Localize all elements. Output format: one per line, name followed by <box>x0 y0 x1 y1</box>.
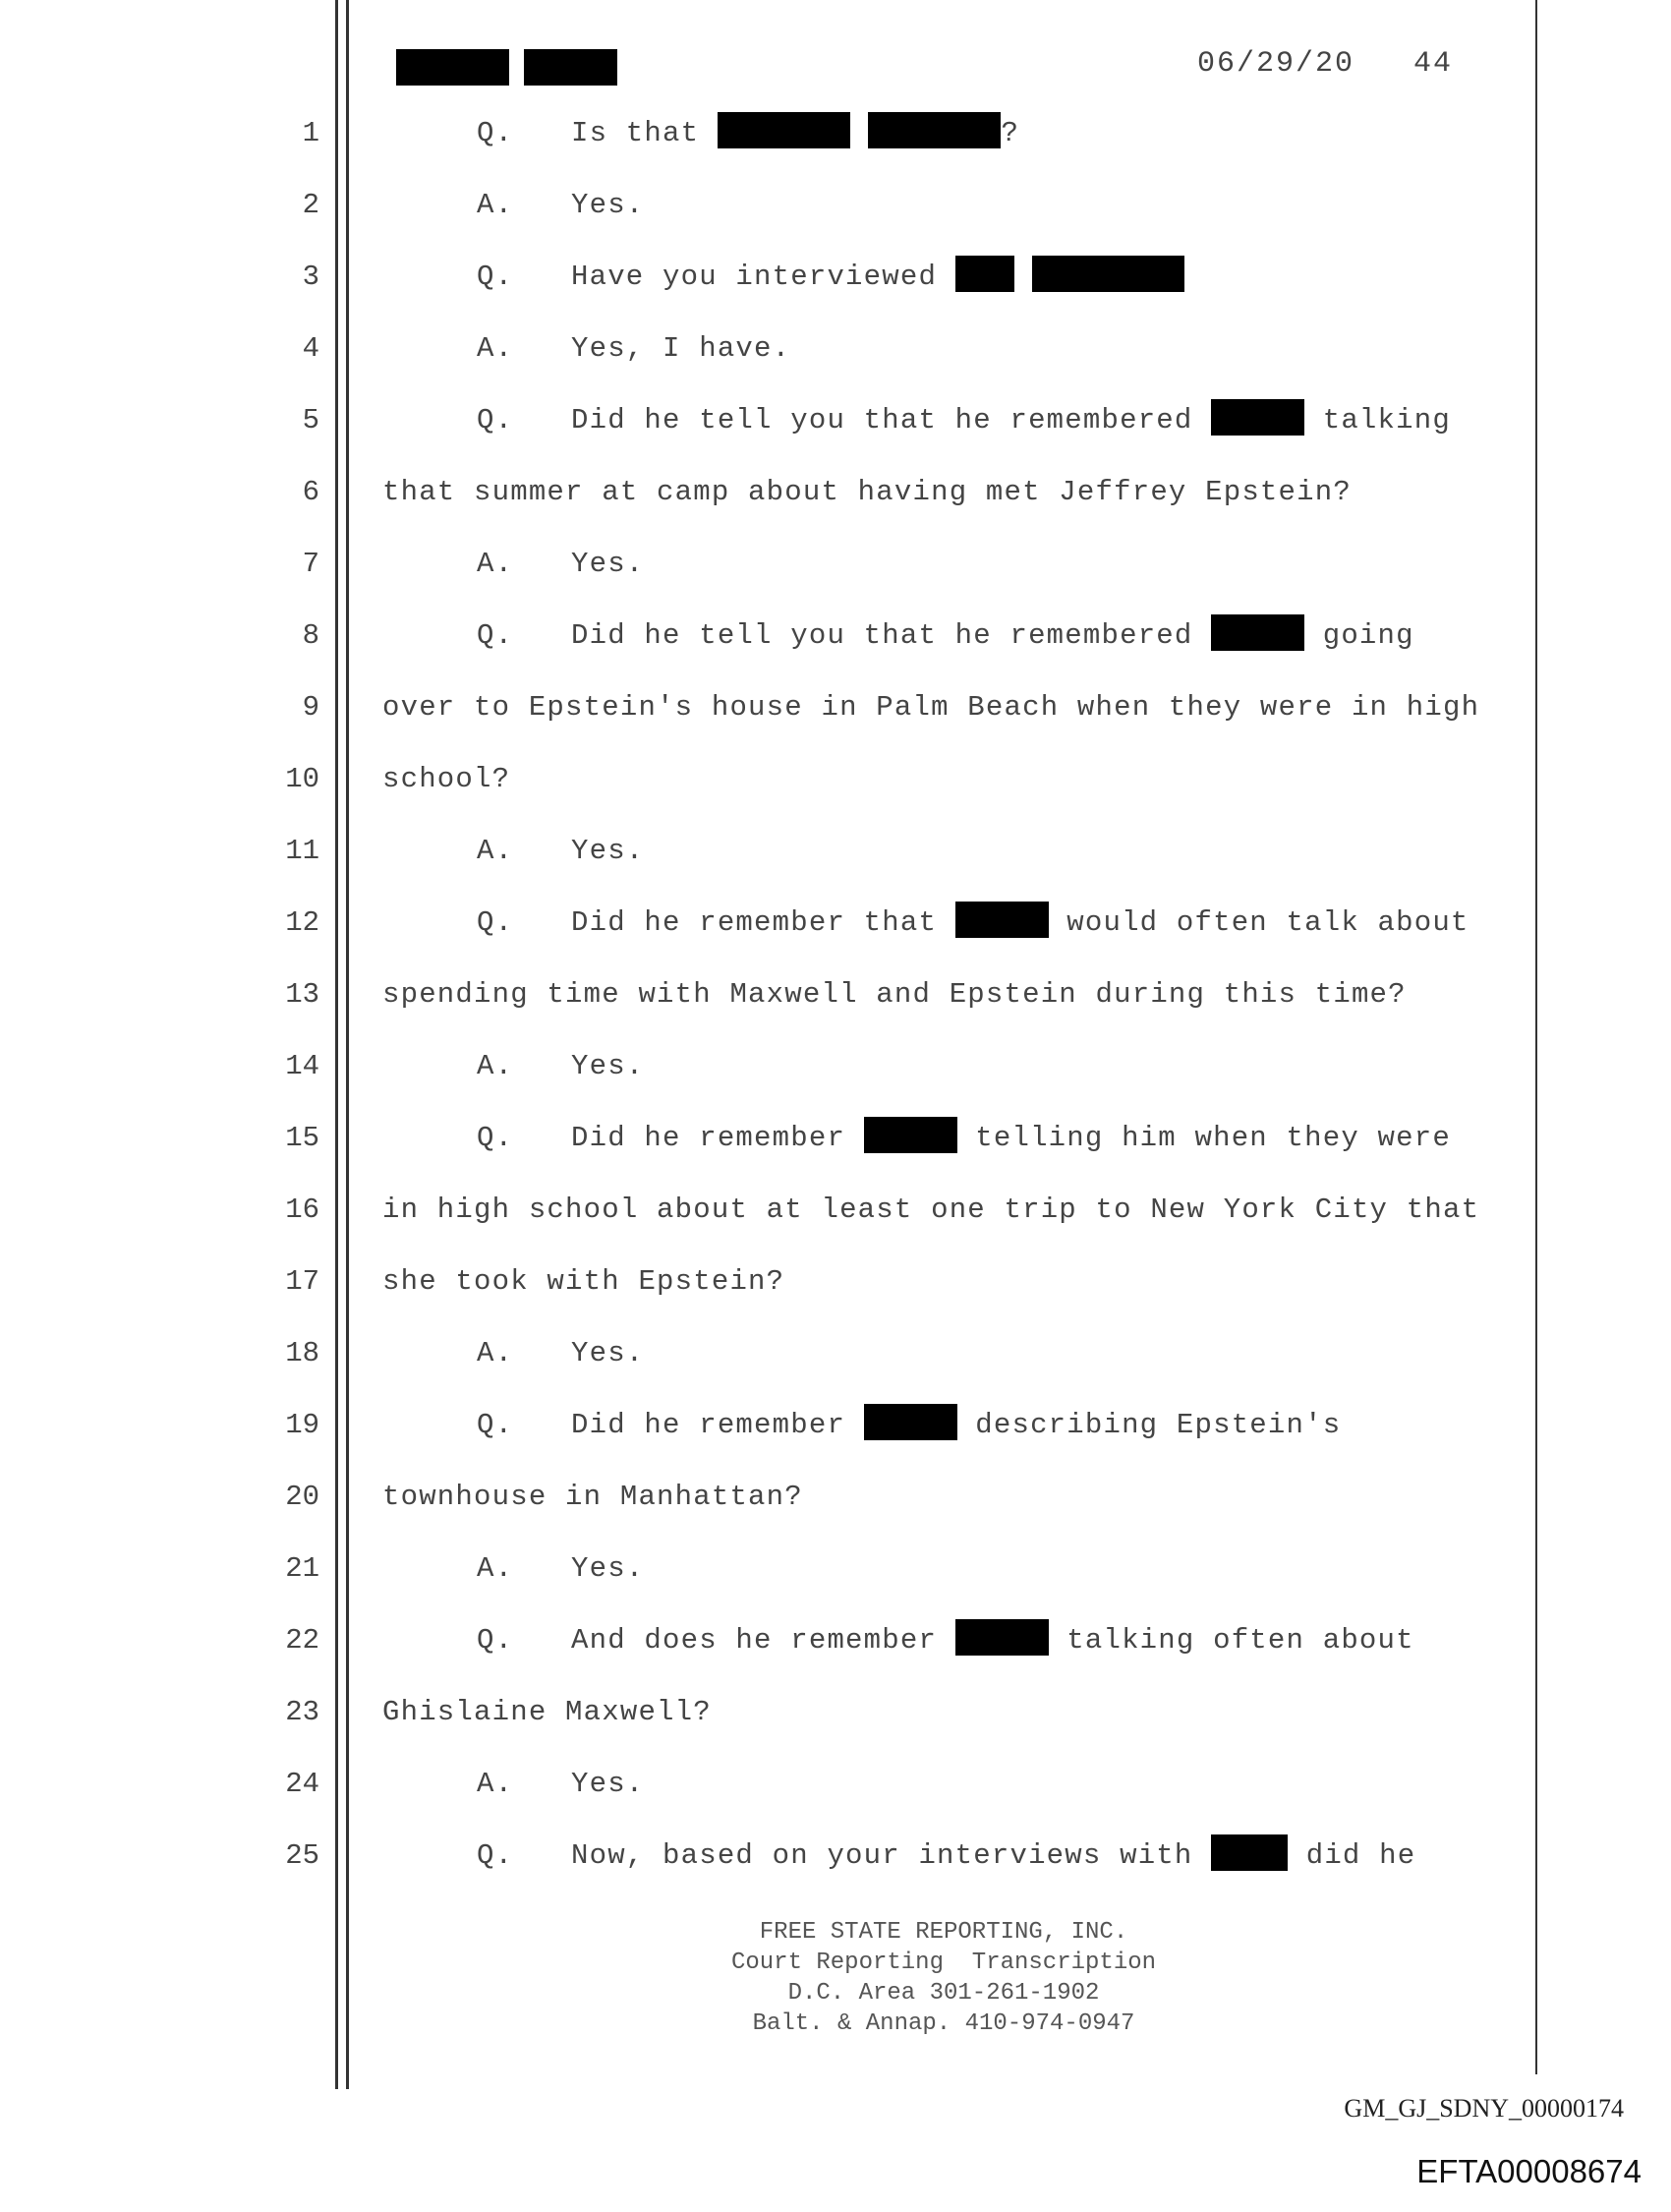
line-text <box>382 973 1407 1017</box>
transcript-line <box>0 1763 1671 1834</box>
redaction-block <box>1032 256 1184 292</box>
bates-number: GM_GJ_SDNY_00000174 <box>1344 2094 1624 2123</box>
line-number: 2 <box>302 189 319 221</box>
line-segment: school? <box>382 763 511 795</box>
footer-phone-dc: D.C. Area 301-261-1902 <box>787 1980 1100 2007</box>
line-text <box>382 1260 784 1304</box>
line-number: 1 <box>302 117 319 149</box>
line-number: 15 <box>285 1122 319 1154</box>
transcript-line <box>0 399 1671 471</box>
line-text <box>477 902 1469 945</box>
transcript-line <box>0 471 1671 543</box>
line-segment: Did he tell you that he remembered <box>571 619 1212 652</box>
transcript-line <box>0 1117 1671 1189</box>
qa-marker: Q. <box>477 1122 514 1154</box>
transcript-line <box>0 184 1671 256</box>
header-date: 06/29/20 <box>1196 47 1354 81</box>
redaction-block <box>955 1619 1049 1656</box>
footer-company: FREE STATE REPORTING, INC. <box>759 1919 1128 1946</box>
line-text <box>477 112 1019 155</box>
line-text <box>477 327 790 371</box>
line-segment: Did he remember that <box>571 906 955 939</box>
line-text <box>477 543 644 586</box>
line-segment: she took with Epstein? <box>382 1265 785 1298</box>
transcript-line <box>0 902 1671 973</box>
transcript-line <box>0 543 1671 614</box>
line-segment: Yes. <box>571 189 645 221</box>
line-number: 5 <box>302 404 319 437</box>
transcript-line <box>0 256 1671 327</box>
qa-marker: A. <box>477 332 514 365</box>
redaction-block <box>396 49 509 86</box>
line-segment: Yes. <box>571 1050 645 1082</box>
line-segment: over to Epstein's house in Palm Beach when they were in high <box>382 691 1480 724</box>
redaction-block <box>1211 614 1304 651</box>
line-number: 9 <box>302 691 319 724</box>
line-number: 18 <box>285 1337 319 1369</box>
transcript-line <box>0 614 1671 686</box>
line-segment: Did he tell you that he remembered <box>571 404 1212 437</box>
line-text <box>477 1547 644 1591</box>
transcript-line <box>0 112 1671 184</box>
line-text <box>477 1045 644 1088</box>
transcript-line <box>0 1619 1671 1691</box>
redaction-block <box>955 256 1014 292</box>
line-number: 10 <box>285 763 319 795</box>
qa-marker: A. <box>477 189 514 221</box>
transcript-line <box>0 1691 1671 1763</box>
line-segment: would often talk about <box>1048 906 1469 939</box>
line-number: 20 <box>285 1481 319 1513</box>
redaction-block <box>868 112 1001 148</box>
qa-marker: Q. <box>477 1409 514 1441</box>
line-number: 8 <box>302 619 319 652</box>
redaction-block <box>864 1404 957 1440</box>
line-number: 22 <box>285 1624 319 1657</box>
line-segment: Is that <box>571 117 718 149</box>
qa-marker: A. <box>477 548 514 580</box>
line-text <box>477 1404 1341 1447</box>
line-segment: describing Epstein's <box>956 1409 1342 1441</box>
page-number: 44 <box>1412 47 1453 81</box>
line-text <box>382 758 510 801</box>
qa-marker: Q. <box>477 906 514 939</box>
transcript-line <box>0 1189 1671 1260</box>
line-segment: Yes. <box>571 1768 645 1800</box>
transcript-line <box>0 1834 1671 1906</box>
line-text <box>477 830 644 873</box>
redaction-block <box>1211 399 1304 436</box>
transcript-line <box>0 327 1671 399</box>
line-text <box>477 614 1414 658</box>
line-text <box>477 256 1184 299</box>
line-number: 13 <box>285 978 319 1011</box>
transcript-line <box>0 1547 1671 1619</box>
line-number: 21 <box>285 1552 319 1585</box>
transcript-line <box>0 1260 1671 1332</box>
qa-marker: Q. <box>477 261 514 293</box>
redaction-block <box>1211 1834 1288 1871</box>
line-text <box>477 1332 644 1375</box>
line-text <box>382 1476 803 1519</box>
line-number: 16 <box>285 1193 319 1226</box>
line-segment: in high school about at least one trip to New York City that <box>382 1193 1480 1226</box>
line-segment: Did he remember <box>571 1409 864 1441</box>
line-text <box>382 686 1479 729</box>
qa-marker: A. <box>477 1768 514 1800</box>
qa-marker: Q. <box>477 1839 514 1872</box>
transcript-line <box>0 1332 1671 1404</box>
line-text <box>477 399 1451 442</box>
line-number: 14 <box>285 1050 319 1082</box>
line-segment: spending time with Maxwell and Epstein during this time? <box>382 978 1407 1011</box>
qa-marker: Q. <box>477 117 514 149</box>
line-text <box>477 184 644 227</box>
line-text <box>382 1691 712 1734</box>
line-segment: Yes. <box>571 835 645 867</box>
line-number: 12 <box>285 906 319 939</box>
line-number: 17 <box>285 1265 319 1298</box>
line-segment <box>1014 261 1033 293</box>
qa-marker: Q. <box>477 1624 514 1657</box>
line-segment: Yes, I have. <box>571 332 791 365</box>
line-number: 3 <box>302 261 319 293</box>
line-number: 23 <box>285 1696 319 1728</box>
line-segment: ? <box>1001 117 1020 149</box>
line-segment: Ghislaine Maxwell? <box>382 1696 712 1728</box>
footer-services: Court Reporting Transcription <box>730 1950 1157 1976</box>
header-date-page <box>1197 44 1453 84</box>
line-segment: And does he remember <box>571 1624 955 1657</box>
reporter-footer <box>609 1917 1278 2039</box>
line-text <box>477 1117 1451 1160</box>
line-number: 4 <box>302 332 319 365</box>
line-number: 19 <box>285 1409 319 1441</box>
line-text <box>382 471 1352 514</box>
line-segment: Yes. <box>571 1552 645 1585</box>
transcript-line <box>0 1404 1671 1476</box>
line-segment: did he <box>1288 1839 1416 1872</box>
line-segment: townhouse in Manhattan? <box>382 1481 803 1513</box>
line-segment: Have you interviewed <box>571 261 955 293</box>
page-header <box>396 44 1453 88</box>
line-number: 24 <box>285 1768 319 1800</box>
line-segment: talking <box>1304 404 1451 437</box>
line-segment: that summer at camp about having met Jeffrey Epstein? <box>382 476 1352 508</box>
qa-marker: A. <box>477 1050 514 1082</box>
line-segment: Now, based on your interviews with <box>571 1839 1212 1872</box>
efta-number: EFTA00008674 <box>1416 2153 1642 2189</box>
qa-marker: A. <box>477 1337 514 1369</box>
transcript-body <box>0 112 1671 1906</box>
redaction-block <box>955 902 1049 938</box>
line-segment <box>850 117 869 149</box>
qa-marker: Q. <box>477 404 514 437</box>
line-number: 25 <box>285 1839 319 1872</box>
line-number: 7 <box>302 548 319 580</box>
transcript-line <box>0 686 1671 758</box>
line-text <box>477 1763 644 1806</box>
line-number: 6 <box>302 476 319 508</box>
line-text <box>382 1189 1479 1232</box>
footer-phone-balt: Balt. & Annap. 410-974-0947 <box>752 2010 1135 2037</box>
transcript-line <box>0 1476 1671 1547</box>
transcript-line <box>0 830 1671 902</box>
line-segment: telling him when they were <box>956 1122 1451 1154</box>
redaction-block <box>718 112 850 148</box>
line-segment: going <box>1304 619 1414 652</box>
line-segment: Yes. <box>571 1337 645 1369</box>
transcript-line <box>0 973 1671 1045</box>
redaction-block <box>864 1117 957 1153</box>
line-number: 11 <box>285 835 319 867</box>
qa-marker: A. <box>477 1552 514 1585</box>
qa-marker: A. <box>477 835 514 867</box>
line-text <box>477 1834 1415 1878</box>
qa-marker: Q. <box>477 619 514 652</box>
line-text <box>477 1619 1414 1662</box>
line-segment: Did he remember <box>571 1122 864 1154</box>
redaction-block <box>524 49 617 86</box>
transcript-line <box>0 1045 1671 1117</box>
transcript-line <box>0 758 1671 830</box>
line-segment: talking often about <box>1048 1624 1414 1657</box>
line-segment: Yes. <box>571 548 645 580</box>
